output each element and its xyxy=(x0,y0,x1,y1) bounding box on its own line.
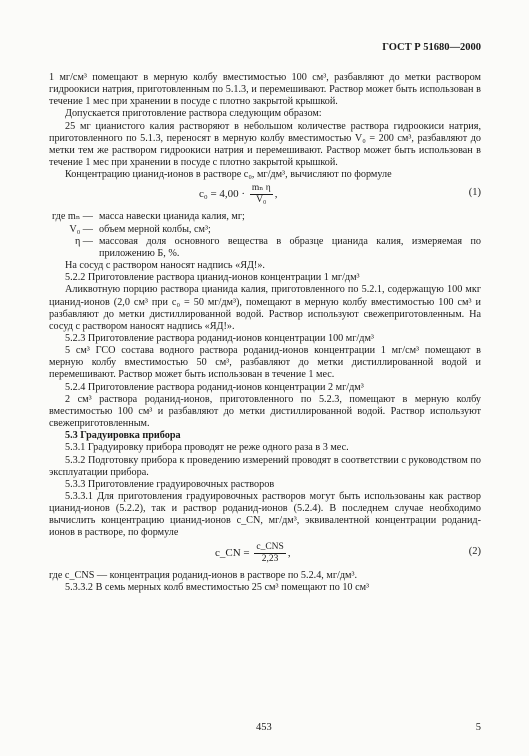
fraction xyxy=(250,183,273,206)
fraction-numerator: mₙ η xyxy=(251,183,271,194)
where-symbol: η — xyxy=(74,235,93,247)
paragraph: На сосуд с раствором наносят надпись «ЯД!». xyxy=(65,260,265,272)
fraction-denominator: 2,23 xyxy=(261,553,279,564)
document-page-number: 453 xyxy=(256,722,272,733)
section-heading: 5.2.3 Приготовление раствора роданид-ионов концентрации 100 мг/дм³ xyxy=(65,332,374,344)
section-page-number: 5 xyxy=(475,722,481,733)
formula-tail: , xyxy=(287,546,291,559)
where-text: масса навески цианида калия, мг; xyxy=(99,211,245,223)
where-symbol: где mₙ — xyxy=(52,211,93,223)
where-text: объем мерной колбы, см³; xyxy=(99,223,211,235)
formula-tail: , xyxy=(274,188,278,201)
formula-lhs: c₀ = 4,00 · xyxy=(199,188,246,201)
paragraph: 2 см³ раствора роданид-ионов, приготовленного по 5.2.3, помещают в мерную колбу вместимостью 100 см³ и разбавляют до метки дистиллированной водой. Раствор используют свежеприготовленным. xyxy=(49,393,481,430)
paragraph: 25 мг цианистого калия растворяют в небольшом количестве раствора гидроокиси натрия, приготовленного по 5.1.3, переносят в мерную колбу вместимостью V₀ = 200 см³, разбавляют до метки тем же раствором гидроокиси натрия и перемешивают. Раствор может быть использован в течение 1 мес при хранении в посуде с плотно закрытой крышкой. xyxy=(49,120,481,169)
standard-header: ГОСТ Р 51680—2000 xyxy=(382,42,481,53)
paragraph: 5.3.3.1 Для приготовления градуировочных растворов могут быть использованы как раствор цианид-ионов (5.2.2), так и раствор роданид-ионов (5.2.4). В последнем случае необходимо вычислить концентрацию цианид-ионов c_CN, мг/дм³, эквивалентной концентрации роданид-ионов в растворе, по формуле xyxy=(49,491,481,539)
formula-2 xyxy=(49,542,481,568)
fraction-denominator: V₀ xyxy=(256,195,267,206)
section-heading: 5.2.2 Приготовление раствора цианид-ионов концентрации 1 мг/дм³ xyxy=(65,272,360,284)
paragraph: Аликвотную порцию раствора цианида калия, приготовленного по 5.2.1, содержащую 100 мкг цианид-ионов (2,0 см³ при c₀ = 50 мг/дм³), помещают в мерную колбу вместимостью 100 см³ и разбавляют до метки дистиллированной водой. Раствор используют свежеприготовленным. На сосуд с раствором наносят надпись «ЯД!». xyxy=(49,284,481,332)
where-row xyxy=(49,211,481,223)
where-list xyxy=(49,211,481,260)
paragraph: 5.3.1 Градуировку прибора проводят не реже одного раза в 3 мес. xyxy=(65,442,349,454)
formula-1 xyxy=(49,183,481,209)
formula-lhs: c_CN = xyxy=(215,546,250,559)
paragraph: Концентрацию цианид-ионов в растворе c₀, мг/дм³, вычисляют по формуле xyxy=(65,169,392,181)
section-heading-bold: 5.3 Градуировка прибора xyxy=(65,430,181,442)
paragraph: 5.3.2 Подготовку прибора к проведению измерений проводят в соответствии с руководством по эксплуатации прибора. xyxy=(49,454,481,478)
section-heading: 5.2.4 Приготовление раствора роданид-ионов концентрации 2 мг/дм³ xyxy=(65,381,364,393)
paragraph: 5.3.3.2 В семь мерных колб вместимостью 25 см³ помещают по 10 см³ xyxy=(65,581,370,593)
formula-number: (2) xyxy=(468,545,481,557)
where-row xyxy=(49,236,481,260)
formula-number: (1) xyxy=(468,187,481,199)
where-row xyxy=(49,224,481,236)
body-text xyxy=(49,72,481,594)
paragraph: Допускается приготовление раствора следующим образом: xyxy=(65,108,322,120)
paragraph: где c_CNS — концентрация роданид-ионов в растворе по 5.2.4, мг/дм³. xyxy=(49,569,358,581)
paragraph: 5 см³ ГСО состава водного раствора роданид-ионов концентрации 1 мг/см³ помещают в мерную колбу вместимостью 50 см³, разбавляют до метки дистиллированной водой и перемешивают. Раствор может быть использован в течение 1 мес. xyxy=(49,345,481,381)
where-text: массовая доля основного вещества в образце цианида калия, измеряемая по приложению Б, %. xyxy=(99,235,481,259)
paragraph: 1 мг/см³ помещают в мерную колбу вместимостью 100 см³, разбавляют до метки раствором гидроокиси натрия, приготовленным по 5.1.3, и перемешивают. Раствор может быть использован в течение 1 мес при хранении в посуде с плотно закрытой крышкой. xyxy=(49,72,481,108)
fraction xyxy=(254,542,285,565)
where-symbol: V₀ — xyxy=(69,223,93,235)
fraction-numerator: c_CNS xyxy=(256,541,284,552)
section-heading: 5.3.3 Приготовление градуировочных растворов xyxy=(65,478,275,490)
